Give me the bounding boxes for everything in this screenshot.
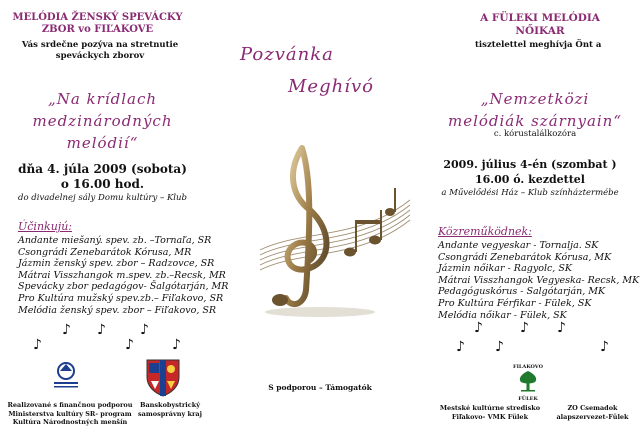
left-event-line2: medzinárodných melódií“ <box>32 112 173 152</box>
right-participants-list <box>438 240 639 321</box>
music-note-icon: ♪ <box>557 320 566 336</box>
left-org-line2: ZBOR vo FIĽAKOVE <box>41 24 154 35</box>
participant-item: Melódia ženský spev. zbor – Fiľakovo, SR <box>18 304 217 316</box>
right-invite: tisztelettel meghívja Önt a <box>475 40 602 50</box>
participant-item: Andante miešaný. spev. zb. –Tornaľa, SR <box>18 235 212 246</box>
participant-item: Mátrai Visszhangok Vegyeska- Recsk, MK <box>438 274 640 286</box>
right-time: 16.00 ó. kezdettel <box>475 173 585 186</box>
logo-label-top: FILAKOVO <box>513 364 543 370</box>
sponsor-line: Kultúra Národnostných menšín <box>12 418 128 426</box>
title-meghivo: Meghívó <box>288 76 374 97</box>
left-event-line1: „Na krídlach <box>47 90 158 108</box>
participant-item: Csongrádi Zenebarátok Kórusa, MK <box>438 251 612 263</box>
music-note-icon: ♪ <box>97 322 106 338</box>
title-pozvanka: Pozvánka <box>240 44 334 65</box>
participant-item: Melódia nőikar - Fülek, SK <box>438 309 567 321</box>
participant-item: Csongrádi Zenebarátok Kórusa, MR <box>18 246 192 258</box>
support-label: S podporou – Támogatók <box>268 383 372 392</box>
right-sponsor2 <box>545 404 640 421</box>
left-date: dňa 4. júla 2009 (sobota) <box>18 162 187 176</box>
right-sponsor1 <box>430 404 550 421</box>
participant-item: Spevácky zbor pedagógov- Šalgótarján, MR <box>18 281 229 293</box>
left-org-line1: MELÓDIA ŽENSKÝ SPEVÁCKY <box>12 12 183 23</box>
music-note-icon: ♪ <box>456 339 465 355</box>
left-invite-line1: Vás srdečne pozýva na stretnutie <box>21 40 179 50</box>
music-note-icon: ♪ <box>495 339 504 355</box>
ministry-logo <box>50 358 82 390</box>
right-org-line1: A FÜLEKI MELÓDIA <box>480 12 600 24</box>
right-participants-heading: Közreműködnek: <box>438 225 532 238</box>
right-event-sub: c. kórustalálkozóra <box>493 129 577 139</box>
left-participants-heading: Účinkujú: <box>18 220 72 233</box>
right-venue: a Művelődési Ház – Klub színháztermébe <box>441 188 619 198</box>
participant-item: Pro Kultúra Férfikar - Fülek, SK <box>438 297 592 309</box>
sponsor-line: Realizované s finančnou podporou <box>7 401 133 409</box>
participant-item: Andante vegyeskar - Tornalja. SK <box>438 240 599 251</box>
participant-item: Jázmin nőikar - Ragyolc, SK <box>438 263 572 275</box>
music-note-icon: ♪ <box>62 322 71 338</box>
sponsor-line: Banskobystrický <box>139 401 201 409</box>
left-participants-list <box>18 235 228 316</box>
right-event-line2: melódiák szárnyain“ <box>447 112 623 130</box>
logo-label-bottom: FÜLEK <box>518 396 538 402</box>
participant-item: Mátrai Visszhangok m.spev. zb.–Recsk, MR <box>18 269 226 281</box>
participant-item: Pro Kultúra mužský spev.zb.– Fiľakovo, SR <box>18 292 224 304</box>
participant-item: Jázmin ženský spev. zbor – Radzovce, SR <box>18 258 215 270</box>
left-venue: do divadelnej sály Domu kultúry – Klub <box>18 193 187 203</box>
left-invite-line2: speváckych zborov <box>55 51 145 61</box>
sponsor-line: ZO Csemadok <box>567 404 618 412</box>
sponsor-line: alapszervezet-Fülek <box>556 412 629 421</box>
music-note-icon: ♪ <box>125 337 134 353</box>
music-note-icon: ♪ <box>520 320 529 336</box>
tree-icon <box>515 370 541 392</box>
sponsor-line: Mestské kultúrne stredisko <box>439 404 541 412</box>
participant-item: Pedagóguskórus - Salgótarján, MK <box>438 286 606 298</box>
coat-of-arms-logo <box>143 357 183 397</box>
left-sponsor2 <box>125 401 215 418</box>
music-note-icon: ♪ <box>600 339 609 355</box>
right-date: 2009. július 4-én (szombat ) <box>443 158 617 171</box>
right-org-line2: NŐIKAR <box>515 25 565 37</box>
sponsor-line: Ministerstva kultúry SR- program <box>8 409 132 418</box>
sponsor-line: Fiľakovo- VMK Fülek <box>451 412 529 421</box>
filakovo-logo <box>508 364 548 402</box>
music-note-icon: ♪ <box>172 337 181 353</box>
right-event-line1: „Nemzetközi <box>480 90 590 108</box>
music-note-icon: ♪ <box>140 322 149 338</box>
left-time: o 16.00 hod. <box>60 177 145 191</box>
treble-clef-illustration <box>240 140 420 320</box>
music-note-icon: ♪ <box>474 320 483 336</box>
music-note-icon: ♪ <box>33 337 42 353</box>
left-sponsor1 <box>5 401 135 427</box>
sponsor-line: samosprávny kraj <box>138 409 202 418</box>
